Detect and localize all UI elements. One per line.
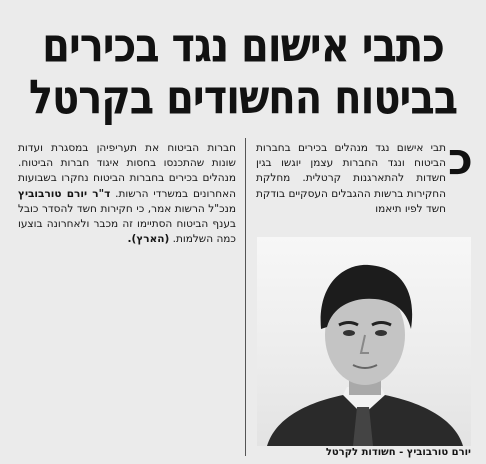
left-column-text: חברות הביטוח את תעריפיהן במסגרת ועדות שונות שהתכנסו בחסות איגוד חברות הביטוח. מנהלים בכירים בחברות הביטוח נחקרו בשבועות האחרונים במשרדי הרשות. bbox=[18, 142, 237, 200]
headline-line-2: בביטוח החשודים בקרטל bbox=[28, 70, 458, 126]
headline-line-1: כתבי אישום נגד בכירים bbox=[42, 18, 444, 74]
portrait-photo bbox=[257, 237, 471, 446]
left-column-text-2: מנכ"ל הרשות אמר, כי חקירות חשד להסדר כובל בענף הביטוח הסתיימו זה מכבר ולאחרונה בוצעו כמה השלמות. bbox=[18, 202, 236, 246]
drop-cap: כ bbox=[448, 134, 473, 185]
article-right-column: תבי אישום נגד מנהלים בכירים בחברות הביטוח ונגד החברות עצמן יוגשו בגין חשדות להתארגנות קרטלית. מחלקת החקירות ברשות ההגבלים העסקיים בודקת חשד לפיו תיאמו bbox=[256, 142, 446, 215]
portrait-illustration bbox=[257, 237, 471, 446]
article-left-column bbox=[18, 141, 236, 247]
column-divider bbox=[245, 138, 246, 456]
quoted-person-name: ד"ר יורם טורבוביץ bbox=[18, 187, 111, 200]
photo-caption: יורם טורבוביץ - חשודות לקרטל bbox=[325, 447, 471, 458]
source-credit: (הארץ). bbox=[127, 233, 170, 246]
